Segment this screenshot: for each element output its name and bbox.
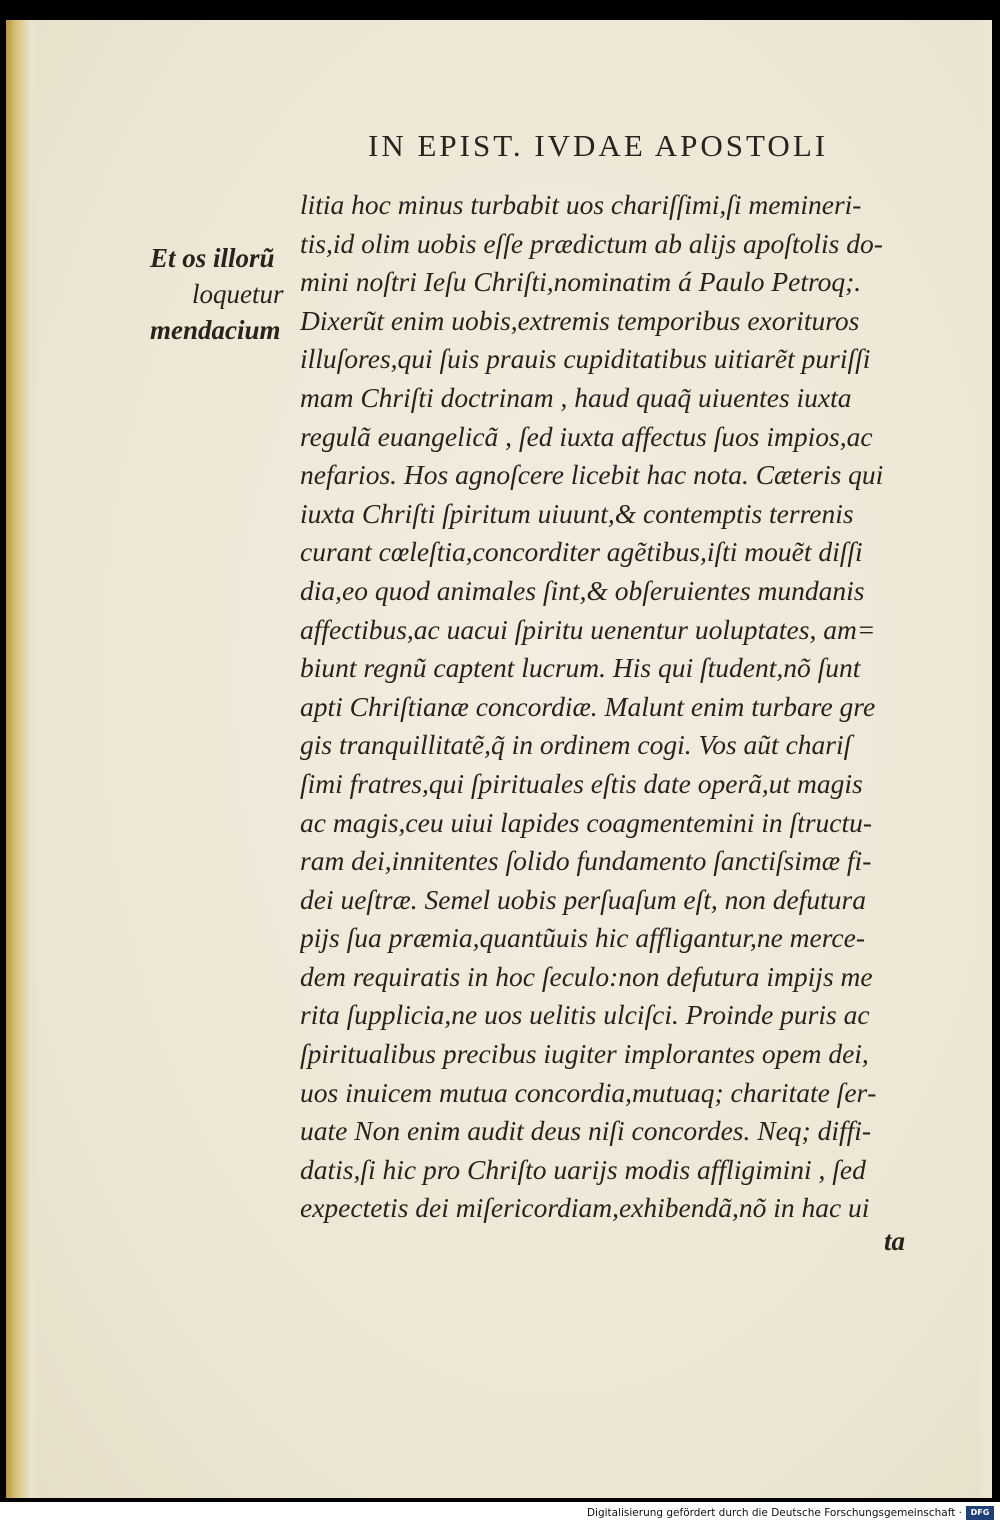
text-line: biunt regnũ captent lucrum. His qui ſtudent,nõ ſunt	[300, 652, 861, 684]
marginal-note-line-2: loquetur	[192, 279, 284, 309]
text-line: ram dei,innitentes ſolido fundamento ſanctiſsimæ fi‑	[300, 845, 872, 877]
text-line: ſpiritualibus precibus iugiter implorantes opem dei,	[300, 1038, 869, 1070]
text-line: affectibus,ac uacui ſpiritu uenentur uoluptates, am=	[300, 613, 876, 645]
footer-bar	[0, 1502, 1000, 1524]
text-line: dei ueſtræ. Semel uobis perſuaſum eſt, non defutura	[300, 883, 866, 915]
text-line: ſimi fratres,qui ſpirituales eſtis date operã,ut magis	[300, 767, 863, 799]
text-line: iuxta Chriſti ſpiritum uiuunt,& contemptis terrenis	[300, 497, 854, 529]
text-line: dia,eo quod animales ſint,& obſeruientes mundanis	[300, 574, 865, 606]
text-line: dem requiratis in hoc ſeculo:non defutura impijs me	[300, 960, 873, 992]
marginal-note-line-1: Et os illorũ	[150, 243, 275, 273]
text-line: gis tranquillitatẽ,q̃ in ordinem cogi. Vos aũt chariſ	[300, 729, 852, 761]
text-line: uate Non enim audit deus niſi concordes. Neq; diffi‑	[300, 1115, 872, 1147]
text-line: litia hoc minus turbabit uos chariſſimi,ſi memineri‑	[300, 189, 862, 220]
text-line: ac magis,ceu uiui lapides coagmentemini in ſtructu‑	[300, 806, 873, 838]
marginal-note-line-3: mendacium	[150, 315, 281, 345]
text-line: rita ſupplicia,ne uos uelitis ulciſci. Proinde puris ac	[300, 999, 870, 1031]
text-line: Dixerũt enim uobis,extremis temporibus exorituros	[300, 304, 860, 336]
dfg-logo: DFG	[966, 1506, 994, 1520]
footer-credit: Digitalisierung gefördert durch die Deutsche Forschungsgemeinschaft ·	[586, 1507, 962, 1519]
text-line: mam Chriſti doctrinam , haud quaq̃ uiuentes iuxta	[300, 381, 852, 413]
text-line: regulã euangelicã , ſed iuxta affectus ſuos impios,ac	[300, 420, 873, 452]
text-line: illuſores,qui ſuis prauis cupiditatibus uitiarẽt puriſſi	[300, 343, 871, 375]
text-line: curant cœleſtia,concorditer agẽtibus,iſti mouẽt diſſi	[300, 536, 863, 568]
text-line: apti Chriſtianæ concordiæ. Malunt enim turbare gre	[300, 690, 876, 722]
marginal-note	[150, 240, 300, 348]
text-line: nefarios. Hos agnoſcere licebit hac nota. Cæteris qui	[300, 459, 884, 491]
text-line: tis,id olim uobis eſſe prædictum ab alijs apoſtolis do‑	[300, 227, 883, 259]
text-line: pijs ſua præmia,quantũuis hic affligantur,ne merce‑	[300, 922, 865, 954]
text-line: mini noſtri Ieſu Chriſti,nominatim á Paulo Petroq;.	[300, 266, 862, 298]
text-line: uos inuicem mutua concordia,mutuaq; charitate ſer‑	[300, 1076, 877, 1108]
catchword: ta	[884, 1226, 906, 1256]
text-line: expectetis dei miſericordiam,exhibendã,nõ in hac ui	[300, 1192, 870, 1224]
text-line: datis,ſi hic pro Chriſto uarijs modis affligimini , ſed	[300, 1153, 866, 1185]
running-head: IN EPIST. IVDAE APOSTOLI	[368, 128, 829, 163]
body-text	[300, 186, 925, 1228]
